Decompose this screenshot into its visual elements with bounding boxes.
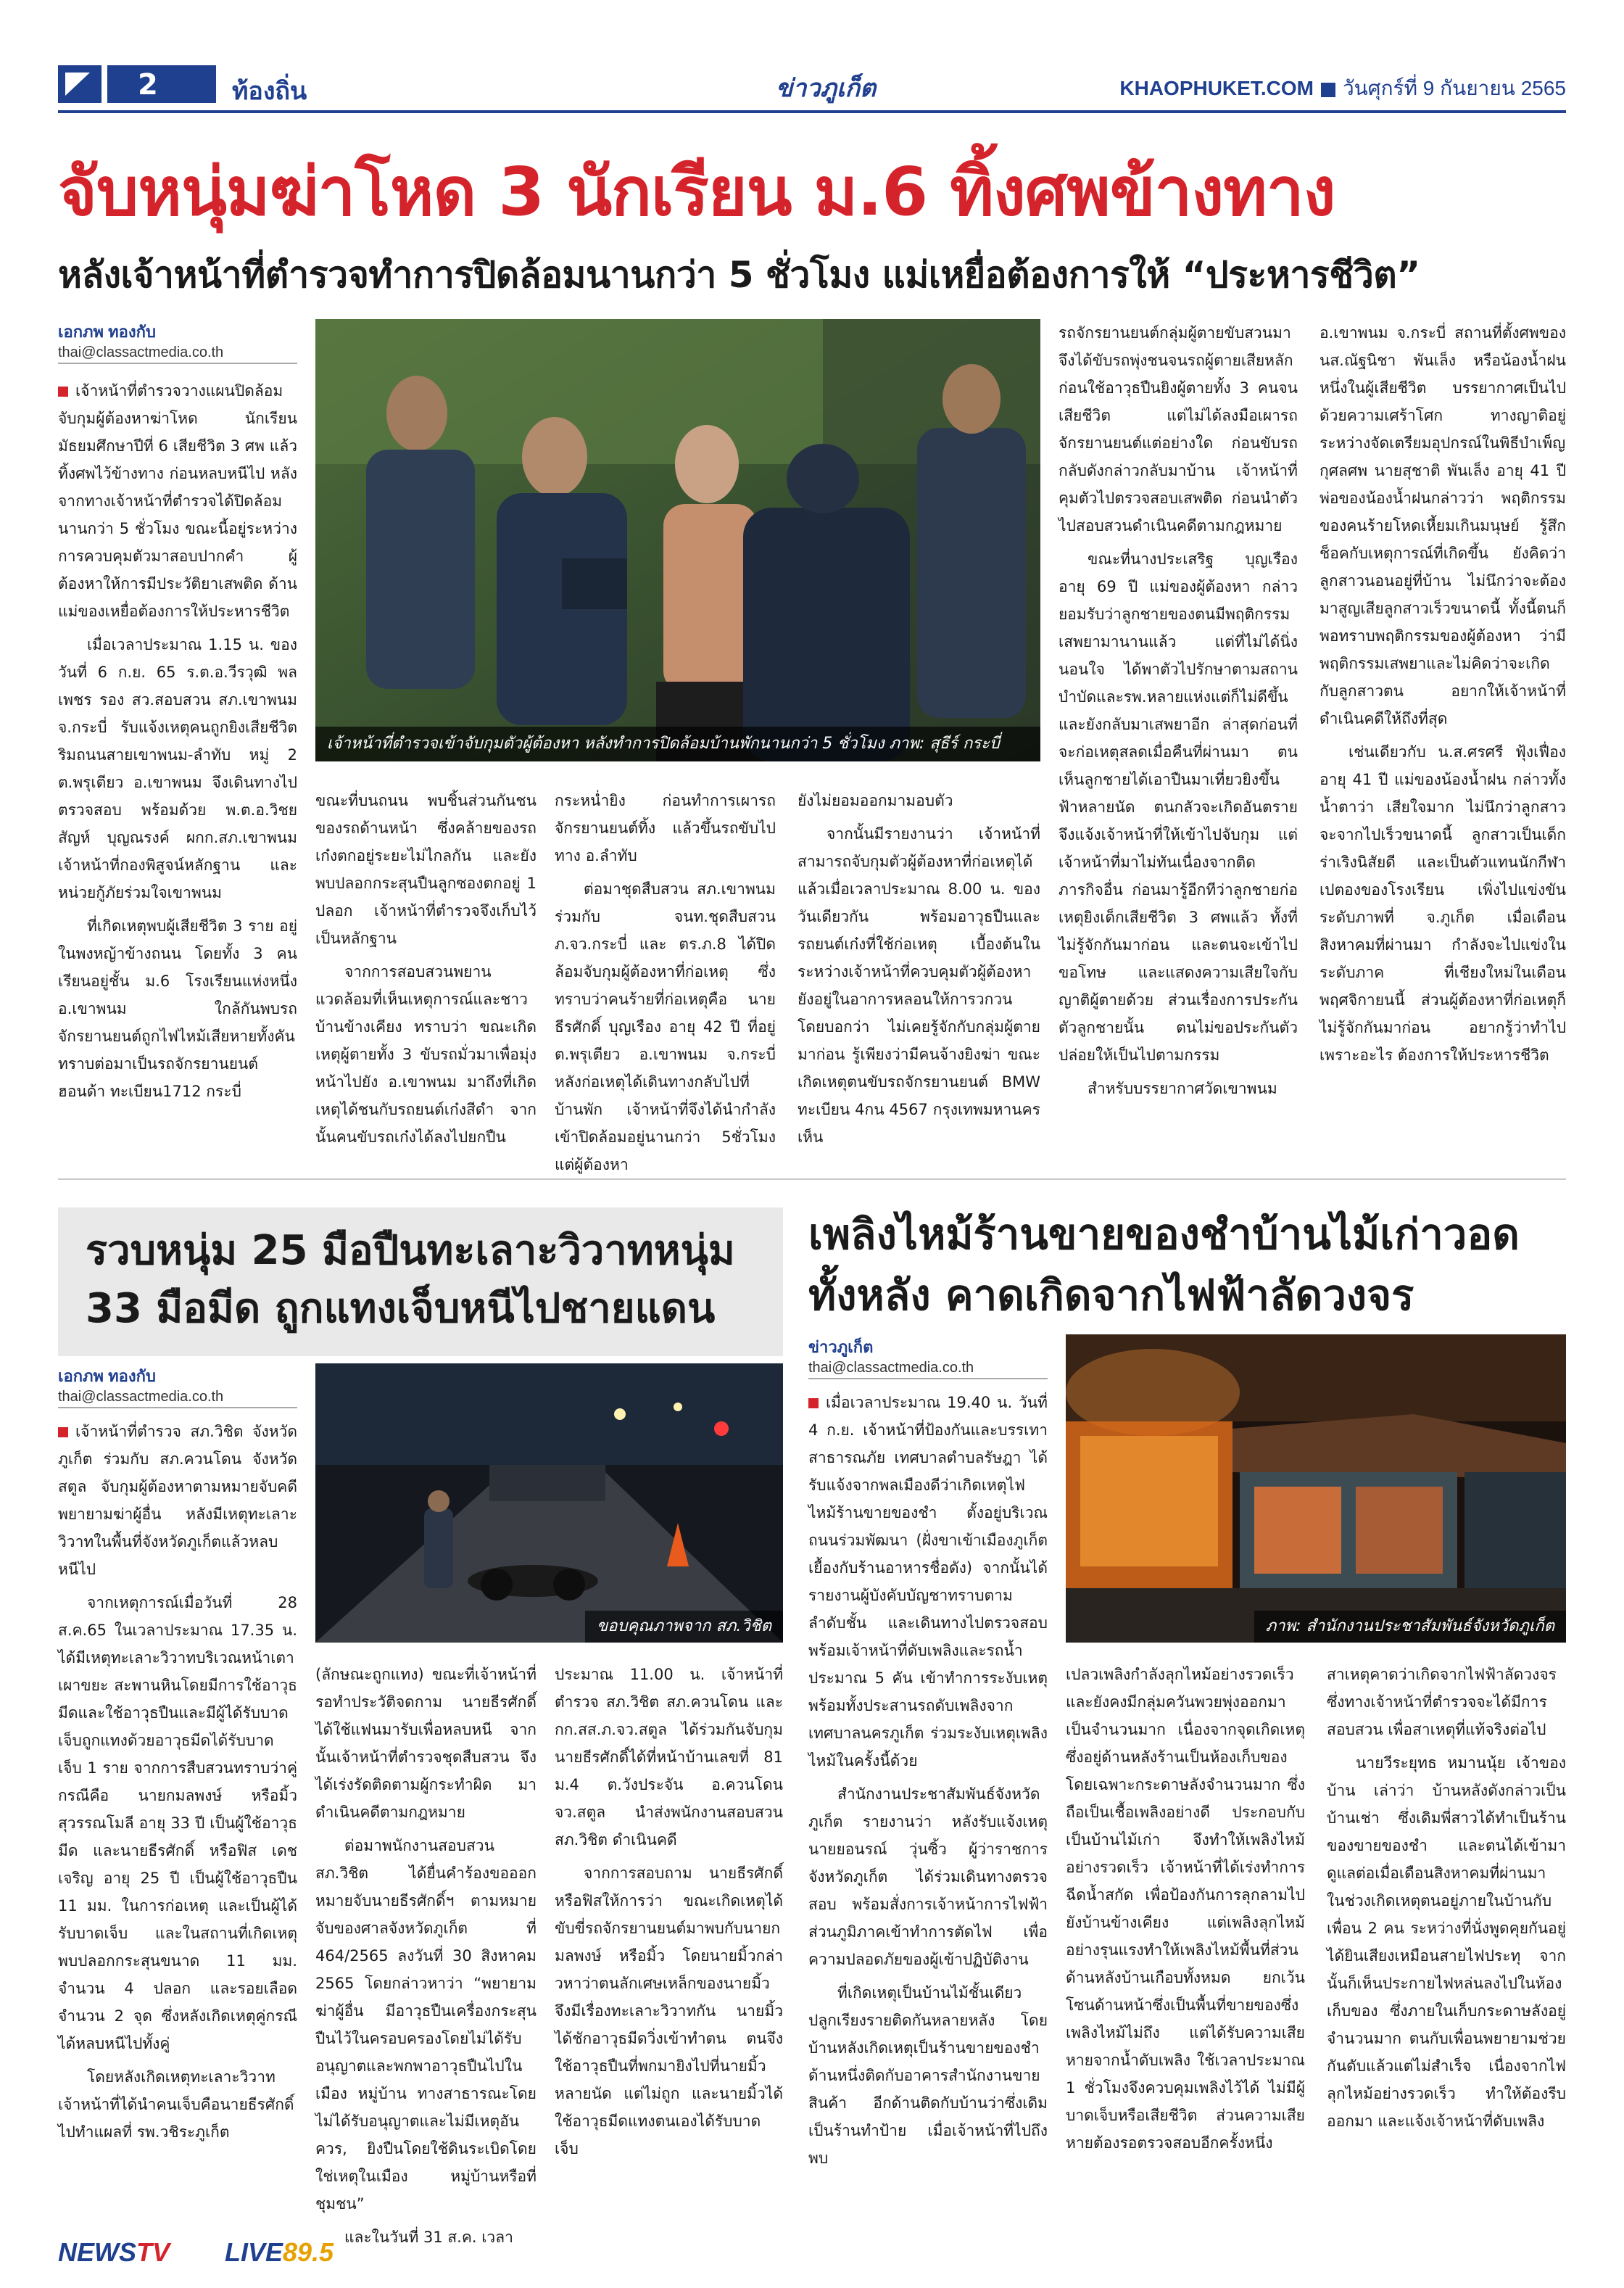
story2-column-1 (58, 1418, 297, 2201)
paragraph: สำนักงานประชาสัมพันธ์จังหวัดภูเก็ต รายงานว่า หลังรับแจ้งเหตุ นายยอนรณ์ วุ่นซิ้ว ผู้ว่าราชการจังหวัดภูเก็ต ได้ร่วมเดินทางตรวจสอบ พร้อมสั่งการเจ้าหน้าการไฟฟ้าส่วนภูมิภาคเข้าทำการตัดไฟ เพื่อความปลอดภัยของผู้เข้าปฏิบัติงาน (808, 1785, 1048, 1968)
story1-column-1 (58, 377, 297, 1168)
masthead-logo-text: ข่าวภูเก็ต (776, 74, 877, 103)
story3-column-1 (808, 1389, 1048, 2201)
paragraph: เช่นเดียวกับ น.ส.ศรศรี ฟุ้งเฟื่อง อายุ 41 ปี แม่ของน้องน้ำฝน กล่าวทั้งน้ำตาว่า เสียใจมาก ไม่นึกว่าลูกสาวจะจากไปเร็วขนาดนี้ ลูกสาวเป็นเด็กร่าเริงนิสัยดี และเป็นตัวแทนนักกีฬาเปตองของโรงเรียน เพิ่งไปแข่งขันระดับภาพที่ จ.ภูเก็ต เมื่อเดือนสิงหาคมที่ผ่านมา กำลังจะไปแข่งในระดับภาค ที่เชียงใหม่ในเดือนพฤศจิกายนนี้ ส่วนผู้ต้องหาที่ก่อเหตุก็ไม่รู้จักกันมาก่อน อยากรู้ว่าทำไปเพราะอะไร ต้องการให้ประหารชีวิต (1320, 743, 1566, 1064)
story1-column-4 (798, 787, 1040, 1164)
story3-title-line1: เพลิงไหม้ร้านขายของชำบ้านไม้เก่าวอด (808, 1210, 1520, 1259)
story1-byline (58, 319, 276, 361)
paragraph: ยังไม่ยอมออกมามอบตัว (798, 792, 953, 809)
byline-email: thai@classactmedia.co.th (808, 1360, 974, 1376)
section-corner-icon (58, 65, 102, 103)
story3-column-3 (1327, 1661, 1566, 2201)
paragraph: ขณะที่บนถนน พบชิ้นส่วนกันชนของรถด้านหน้า ซึ่งคล้ายของรถเก๋งตกอยู่ระยะไม่ไกลกัน และยังพบปลอกกระสุนปืนลูกซองตกอยู่ 1 ปลอก เจ้าหน้าที่ตำรวจจึงเก็บไว้เป็นหลักฐาน (315, 792, 536, 947)
logo-frequency-text: 89.5 (283, 2237, 334, 2267)
separator-square-icon (1321, 83, 1335, 97)
story1-column-3 (555, 787, 776, 1173)
header-meta (1119, 73, 1566, 104)
main-subheadline: หลังเจ้าหน้าที่ตำรวจทำการปิดล้อมนานกว่า 5 ชั่วโมง แม่เหยื่อต้องการให้ “ประหารชีวิต” (58, 254, 1420, 296)
story2-photo (315, 1363, 783, 1643)
paragraph: นายวีระยุทธ หมานนุ้ย เจ้าของบ้าน เล่าว่า บ้านหลังดังกล่าวเป็นบ้านเช่า ซึ่งเดิมพี่สาวได้ทำเป็นร้านของขายของชำ และตนได้เข้ามาดูแลต่อเมื่อเดือนสิงหาคมที่ผ่านมา ในช่วงเกิดเหตุตนอยู่ภายในบ้านกับเพื่อน 2 คน ระหว่างที่นั่งพูดคุยกันอยู่ ได้ยินเสียงเหมือนสายไฟประทุ จากนั้นก็เห็นประกายไฟหล่นลงไปในห้องเก็บของ ซึ่งภายในเก็บกระดาษลังอยู่จำนวนมาก ตนกับเพื่อนพยายามช่วยกันดับแล้วแต่ไม่สำเร็จ เนื่องจากไฟลุกไหม้อย่างรวดเร็ว ทำให้ต้องรีบออกมา และแจ้งเจ้าหน้าที่ดับเพลิง (1327, 1754, 1566, 2130)
paragraph: ที่เกิดเหตุเป็นบ้านไม้ชั้นเดียวปลูกเรียงรายติดกันหลายหลัง โดยบ้านหลังเกิดเหตุเป็นร้านขายของชำ ด้านหนึ่งติดกับอาคารสำนักงานขายสินค้า อีกด้านติดกับบ้านว่าซึ่งเดิมเป็นร้านทำป้าย เมื่อเจ้าหน้าที่ไปถึงพบ (808, 1984, 1048, 2167)
byline-rule (58, 1407, 297, 1408)
paragraph: สาเหตุคาดว่าเกิดจากไฟฟ้าลัดวงจร ซึ่งทางเจ้าหน้าที่ตำรวจจะได้มีการสอบสวน เพื่อสาเหตุที่แท้จริงต่อไป (1327, 1666, 1557, 1738)
story2-byline (58, 1363, 276, 1405)
story3-photo (1066, 1334, 1566, 1643)
story1-column-5 (1058, 319, 1298, 1168)
story3-byline (808, 1334, 1026, 1376)
paragraph: เจ้าหน้าที่ตำรวจ สภ.วิชิต จังหวัดภูเก็ต ร่วมกับ สภ.ควนโดน จังหวัดสตูล จับกุมผู้ต้องหาตามหมายจับคดีพยายามฆ่าผู้อื่น หลังมีเหตุทะเลาะวิวาทในพื้นที่จังหวัดภูเก็ตแล้วหลบหนีไป (58, 1423, 297, 1578)
paragraph: จากการสอบถาม นายธีรศักดิ์ หรือฟิสให้การว่า ขณะเกิดเหตุได้ขับขี่รถจักรยานยนต์มาพบกับนายกมลพงษ์ หรือมิ้ว โดยนายมิ้วกล่าวหาว่าตนลักเศษเหล็กของนายมิ้ว จึงมีเรื่องทะเลาะวิวาทกัน นายมิ้วได้ชักอาวุธมีดวิ่งเข้าทำตน ตนจึงใช้อาวุธปืนที่พกมายิงไปที่นายมิ้วหลายนัด แต่ไม่ถูก และนายมิ้วได้ใช้อาวุธมีดแทงตนเองได้รับบาดเจ็บ (555, 1864, 783, 2157)
bullet-square-icon (58, 1427, 68, 1437)
paragraph: เมื่อเวลาประมาณ 1.15 น. ของวันที่ 6 ก.ย. 65 ร.ต.อ.วีรวุฒิ พลเพชร รอง สว.สอบสวน สภ.เขาพนม จ.กระบี่ รับแจ้งเหตุคนถูกยิงเสียชีวิต ริมถนนสายเขาพนม-ลำทับ หมู่ 2 ต.พรุเตียว อ.เขาพนม จึงเดินทางไปตรวจสอบ พร้อมด้วย พ.ต.อ.วิชยสัญห์ บุญณรงค์ ผกก.สภ.เขาพนม เจ้าหน้าที่กองพิสูจน์หลักฐาน และหน่วยกู้ภัยร่วมใจเขาพนม (58, 636, 297, 901)
paragraph: รถจักรยานยนต์กลุ่มผู้ตายขับสวนมา จึงได้ขับรถพุ่งชนจนรถผู้ตายเสียหลัก ก่อนใช้อาวุธปืนยิงผู้ตายทั้ง 3 คนจนเสียชีวิต แต่ไม่ได้ลงมือเผารถจักรยานยนต์แต่อย่างใด ก่อนขับรถกลับดังกล่าวกลับมาบ้าน เจ้าหน้าที่คุมตัวไปตรวจสอบเสพติด ก่อนนำตัวไปสอบสวนดำเนินคดีตามกฎหมาย (1058, 324, 1298, 534)
arrest-scene-photo (315, 319, 1040, 761)
site-name: KHAOPHUKET.COM (1119, 77, 1314, 99)
paragraph: และในวันที่ 31 ส.ค. เวลา (344, 2229, 513, 2246)
story3-title (808, 1204, 1566, 1326)
paragraph: ต่อมาพนักงานสอบสวน สภ.วิชิต ได้ยื่นคำร้องขอออกหมายจับนายธีรศักดิ์ฯ ตามหมายจับของศาลจังหวัดภูเก็ต ที่ 464/2565 ลงวันที่ 30 สิงหาคม 2565 โดยกล่าวหาว่า “พยายามฆ่าผู้อื่น มีอาวุธปืนเครื่องกระสุนปืนไว้ในครอบครองโดยไม่ได้รับอนุญาตและพกพาอาวุธปืนไปในเมือง หมู่บ้าน ทางสาธารณะโดยไม่ได้รับอนุญาตและไม่มีเหตุอันควร, ยิงปืนโดยใช้ดินระเบิดโดยใช่เหตุในเมือง หมู่บ้านหรือที่ชุมชน” (315, 1837, 536, 2213)
story1-photo (315, 319, 1040, 761)
paragraph: (ลักษณะถูกแทง) ขณะที่เจ้าหน้าที่รอทำประวัติจดกาม นายธีรศักดิ์ได้ใช้แฟนมารับเพื่อหลบหนี จากนั้นเจ้าหน้าที่ตำรวจชุดสืบสวน จึงได้เร่งรัดติดตามผู้กระทำผิด มาดำเนินคดีตามกฎหมาย (315, 1666, 536, 1821)
paragraph: สำหรับบรรยากาศวัดเขาพนม (1088, 1080, 1277, 1097)
paragraph: จากการสอบสวนพยานแวดล้อมที่เห็นเหตุการณ์และชาวบ้านข้างเคียง ทราบว่า ขณะเกิดเหตุผู้ตายทั้ง 3 ขับรถมั่วมาเพื่อมุ่งหน้าไปยัง อ.เขาพนม มาถึงที่เกิดเหตุได้ชนกับรถยนต์เก๋งสีดำ จากนั้นคนขับรถเก๋งได้ลงไปยกปืน (315, 963, 536, 1146)
story2-column-3 (555, 1661, 783, 2201)
main-headline: จับหนุ่มฆ่าโหด 3 นักเรียน ม.6 ทิ้งศพข้างทาง (58, 153, 1335, 231)
byline-email: thai@classactmedia.co.th (58, 1389, 224, 1405)
news-tv-logo (58, 2237, 170, 2268)
issue-date: วันศุกร์ที่ 9 กันยายน 2565 (1342, 77, 1566, 99)
photo-caption: เจ้าหน้าที่ตำรวจเข้าจับกุมตัวผู้ต้องหา หลังทำการปิดล้อมบ้านพักนานกว่า 5 ชั่วโมง ภาพ: สุธีร์ กระบี่ (315, 727, 1040, 761)
paragraph: ประมาณ 11.00 น. เจ้าหน้าที่ตำรวจ สภ.วิชิต สภ.ควนโดน และ กก.สส.ภ.จว.สตูล ได้ร่วมกันจับกุมนายธีรศักดิ์ได้ที่หน้าบ้านเลขที่ 81 ม.4 ต.วังประจัน อ.ควนโดน จว.สตูล นำส่งพนักงานสอบสวน สภ.วิชิต ดำเนินคดี (555, 1666, 783, 1849)
logo-live-text: LIVE (225, 2237, 283, 2267)
paragraph: เปลวเพลิงกำลังลุกไหม้อย่างรวดเร็ว และยังคงมีกลุ่มควันพวยพุ่งออกมาเป็นจำนวนมาก เนื่องจากจุดเกิดเหตุซึ่งอยู่ด้านหลังร้านเป็นห้องเก็บของ โดยเฉพาะกระดาษลังจำนวนมาก ซึ่งถือเป็นเชื้อเพลิงอย่างดี ประกอบกับเป็นบ้านไม้เก่า จึงทำให้เพลิงไหม้อย่างรวดเร็ว เจ้าหน้าที่ได้เร่งทำการฉีดน้ำสกัด เพื่อป้องกันการลุกลามไปยังบ้านข้างเคียง แต่เพลิงลุกไหม้อย่างรุนแรงทำให้เพลิงไหม้พื้นที่ส่วนด้านหลังบ้านเกือบทั้งหมด ยกเว้นโซนด้านหน้าซึ่งเป็นพื้นที่ขายของซึ่งเพลิงไหม้ไม่ถึง แต่ได้รับความเสียหายจากน้ำดับเพลิง ใช้เวลาประมาณ 1 ชั่วโมงจึงควบคุมเพลิงไว้ได้ ไม่มีผู้บาดเจ็บหรือเสียชีวิต ส่วนความเสียหายต้องรอตรวจสอบอีกครั้งหนึ่ง (1066, 1666, 1305, 2152)
story3-column-2 (1066, 1661, 1305, 2201)
header-rule (58, 110, 1566, 113)
byline-name: เอกภพ ทองกับ (58, 323, 156, 341)
byline-name: เอกภพ ทองกับ (58, 1367, 156, 1385)
night-road-photo (315, 1363, 783, 1643)
page-header (58, 65, 1566, 106)
logo-tv-text: TV (136, 2237, 170, 2267)
story2-title-line1: รวบหนุ่ม 25 มือปืนทะเลาะวิวาทหนุ่ม (86, 1227, 735, 1274)
bullet-square-icon (808, 1398, 819, 1408)
masthead-logo (776, 68, 950, 103)
story2-column-2 (315, 1661, 536, 2246)
paragraph: จากเหตุการณ์เมื่อวันที่ 28 ส.ค.65 ในเวลาประมาณ 17.35 น. ได้มีเหตุทะเลาะวิวาทบริเวณหน้าเตาเผาขยะ สะพานหินโดยมีการใช้อาวุธมีดและใช้อาวุธปืนและมีผู้ได้รับบาดเจ็บถูกแทงด้วยอาวุธมีดได้รับบาดเจ็บ 1 ราย จากการสืบสวนทราบว่าคู่กรณีคือ นายกมลพงษ์ หรือมิ้ว สุวรรณโมลี อายุ 33 ปี เป็นผู้ใช้อาวุธมีด และนายธีรศักดิ์ หรือฟิส เดชเจริญ อายุ 25 ปี เป็นผู้ใช้อาวุธปืน 11 มม. ในการก่อเหตุ และเป็นผู้ได้รับบาดเจ็บ และในสถานที่เกิดเหตุ พบปลอกกระสุนขนาด 11 มม. จำนวน 4 ปลอก และรอยเลือด จำนวน 2 จุด ซึ่งหลังเกิดเหตุคู่กรณีได้หลบหนีไปทั้งคู่ (58, 1594, 297, 2052)
paragraph: ต่อมาชุดสืบสวน สภ.เขาพนม ร่วมกับ จนท.ชุดสืบสวน ภ.จว.กระบี่ และ ตร.ภ.8 ได้ปิดล้อมจับกุมผู้ต้องหาที่ก่อเหตุ ซึ่งทราบว่าคนร้ายที่ก่อเหตุคือ นายธีรศักดิ์ บุญเรือง อายุ 42 ปี ที่อยู่ ต.พรุเตียว อ.เขาพนม จ.กระบี่ หลังก่อเหตุได้เดินทางกลับไปที่บ้านพัก เจ้าหน้าที่จึงได้นำกำลังเข้าปิดล้อมอยู่นานกว่า 5ชั่วโมง แต่ผู้ต้องหา (555, 880, 776, 1173)
byline-rule (808, 1378, 1048, 1379)
paragraph: ที่เกิดเหตุพบผู้เสียชีวิต 3 ราย อยู่ในพงหญ้าข้างถนน โดยทั้ง 3 คน เรียนอยู่ชั้น ม.6 โรงเรียนแห่งหนึ่ง อ.เขาพนม ใกล้กันพบรถจักรยานยนต์ถูกไฟไหม้เสียหายทั้งคัน ทราบต่อมาเป็นรถจักรยานยนต์ฮอนด้า ทะเบียน1712 กระบี่ (58, 917, 297, 1100)
page-number-box (107, 65, 216, 103)
paragraph: จากนั้นมีรายงานว่า เจ้าหน้าที่สามารถจับกุมตัวผู้ต้องหาที่ก่อเหตุได้แล้วเมื่อเวลาประมาณ 8.00 น. ของวันเดียวกัน พร้อมอาวุธปืนและรถยนต์เก๋งที่ใช้ก่อเหตุ เบื้องต้นในระหว่างเจ้าหน้าที่ควบคุมตัวผู้ต้องหายังอยู่ในอาการหลอนให้การวกวน โดยบอกว่า ไม่เคยรู้จักกับกลุ่มผู้ตายมาก่อน รู้เพียงว่ามีคนจ้างยิงฆ่า ขณะเกิดเหตุตนขับรถจักรยานยนต์ BMW ทะเบียน 4กน 4567 กรุงเทพมหานคร เห็น (798, 825, 1040, 1146)
fire-scene-photo (1066, 1334, 1566, 1643)
paragraph: อ.เขาพนม จ.กระบี่ สถานที่ตั้งศพของ นส.ณัฐนิชา พันเล็ง หรือน้องน้ำฝน หนึ่งในผู้เสียชีวิต บรรยากาศเป็นไปด้วยความเศร้าโศก ทางญาติอยู่ระหว่างจัดเตรียมอุปกรณ์ในพิธีบำเพ็ญกุศลศพ นายสุชาติ พันเล็ง อายุ 41 ปี พ่อของน้องน้ำฝนกล่าวว่า พฤติกรรมของคนร้ายโหดเหี้ยมเกินมนุษย์ รู้สึกช็อคกับเหตุการณ์ที่เกิดขึ้น ยังคิดว่าลูกสาวนอนอยู่ที่บ้าน ไม่นึกว่าจะต้องมาสูญเสียลูกสาวเร็วขนาดนี้ ทั้งนี้ตนก็พอทราบพฤติกรรมของผู้ต้องหา ว่ามีพฤติกรรมเสพยาและไม่คิดว่าจะเกิดกับลูกสาวตน อยากให้เจ้าหน้าที่ดำเนินคดีให้ถึงที่สุด (1320, 324, 1566, 727)
paragraph: กระหน่ำยิง ก่อนทำการเผารถจักรยานยนต์ทิ้ง แล้วขึ้นรถขับไปทาง อ.ลำทับ (555, 792, 776, 864)
bullet-square-icon (58, 387, 68, 397)
section-name: ท้องถิ่น (232, 77, 307, 106)
paragraph: เจ้าหน้าที่ตำรวจวางแผนปิดล้อมจับกุมผู้ต้องหาฆ่าโหด นักเรียนมัธยมศึกษาปีที่ 6 เสียชีวิต 3 ศพ แล้วทิ้งศพไว้ข้างทาง ก่อนหลบหนีไป หลังจากทางเจ้าหน้าที่ตำรวจได้ปิดล้อมนานกว่า 5 ชั่วโมง ขณะนี้อยู่ระหว่างการควบคุมตัวมาสอบปากคำ ผู้ต้องหาให้การมีประวัติยาเสพติด ด้านแม่ของเหยื่อต้องการให้ประหารชีวิต (58, 382, 297, 620)
story2-title (86, 1222, 782, 1338)
paragraph: เมื่อเวลาประมาณ 19.40 น. วันที่ 4 ก.ย. เจ้าหน้าที่ป้องกันและบรรเทาสาธารณภัย เทศบาลตำบลรัษฎา ได้รับแจ้งจากพลเมืองดีว่าเกิดเหตุไฟไหม้ร้านขายของชำ ตั้งอยู่บริเวณถนนร่วมพัฒนา (ฝั่งขาเข้าเมืองภูเก็ตเยื้องกับร้านอาหารชื่อดัง) จากนั้นได้รายงานผู้บังคับบัญชาทราบตามลำดับชั้น และเดินทางไปตรวจสอบ พร้อมเจ้าหน้าที่ดับเพลิงและรถน้ำประมาณ 5 คัน เข้าทำการระงับเหตุ พร้อมทั้งประสานรถดับเพลิงจากเทศบาลนครภูเก็ต ร่วมระงับเหตุเพลิงไหม้ในครั้งนี้ด้วย (808, 1394, 1048, 1769)
section-divider (58, 1178, 1566, 1180)
live-radio-logo (225, 2237, 334, 2268)
story1-column-2 (315, 787, 536, 1164)
story3-title-line2: ทั้งหลัง คาดเกิดจากไฟฟ้าลัดวงจร (808, 1271, 1414, 1320)
paragraph: โดยหลังเกิดเหตุทะเลาะวิวาท เจ้าหน้าที่ได้นำคนเจ็บคือนายธีรศักดิ์ไปทำแผลที่ รพ.วชิระภูเก็ต (58, 2068, 294, 2141)
photo-caption: ภาพ: สำนักงานประชาสัมพันธ์จังหวัดภูเก็ต (1254, 1611, 1566, 1643)
logo-news-text: NEWS (58, 2237, 136, 2267)
paragraph: ขณะที่นางประเสริฐ บุญเรือง อายุ 69 ปี แม่ของผู้ต้องหา กล่าวยอมรับว่าลูกชายของตนมีพฤติกรรมเสพยามานานแล้ว แต่ที่ไม่ได้นิ่งนอนใจ ได้พาตัวไปรักษาตามสถานบำบัดและรพ.หลายแห่งแต่ก็ไม่ดีขึ้น และยังกลับมาเสพยาอีก ล่าสุดก่อนที่จะก่อเหตุสลดเมื่อคืนที่ผ่านมา ตนเห็นลูกชายได้เอาปืนมาเที่ยวยิงขึ้นฟ้าหลายนัด ตนกลัวจะเกิดอันตราย จึงแจ้งเจ้าหน้าที่ให้เข้าไปจับกุม แต่เจ้าหน้าที่มาไม่ทันเนื่องจากติดภารกิจอื่น ก่อนมารู้อีกทีว่าลูกชายก่อเหตุยิงเด็กเสียชีวิต 3 ศพแล้ว ทั้งที่ไม่รู้จักกันมาก่อน และตนจะเข้าไปขอโทษ และแสดงความเสียใจกับญาติผู้ตายด้วย ส่วนเรื่องการประกันตัวลูกชายนั้น ตนไม่ขอประกันตัวปล่อยให้เป็นไปตามกรรม (1058, 550, 1298, 1064)
page-number: 2 (138, 68, 158, 102)
photo-caption: ขอบคุณภาพจาก สภ.วิชิต (585, 1611, 783, 1643)
byline-email: thai@classactmedia.co.th (58, 344, 224, 360)
byline-name: ข่าวภูเก็ต (808, 1338, 874, 1356)
page-footer (58, 2237, 1566, 2273)
byline-rule (58, 363, 297, 364)
story1-column-6 (1320, 319, 1566, 1168)
story2-title-line2: 33 มือมีด ถูกแทงเจ็บหนีไปชายแดน (86, 1285, 716, 1332)
